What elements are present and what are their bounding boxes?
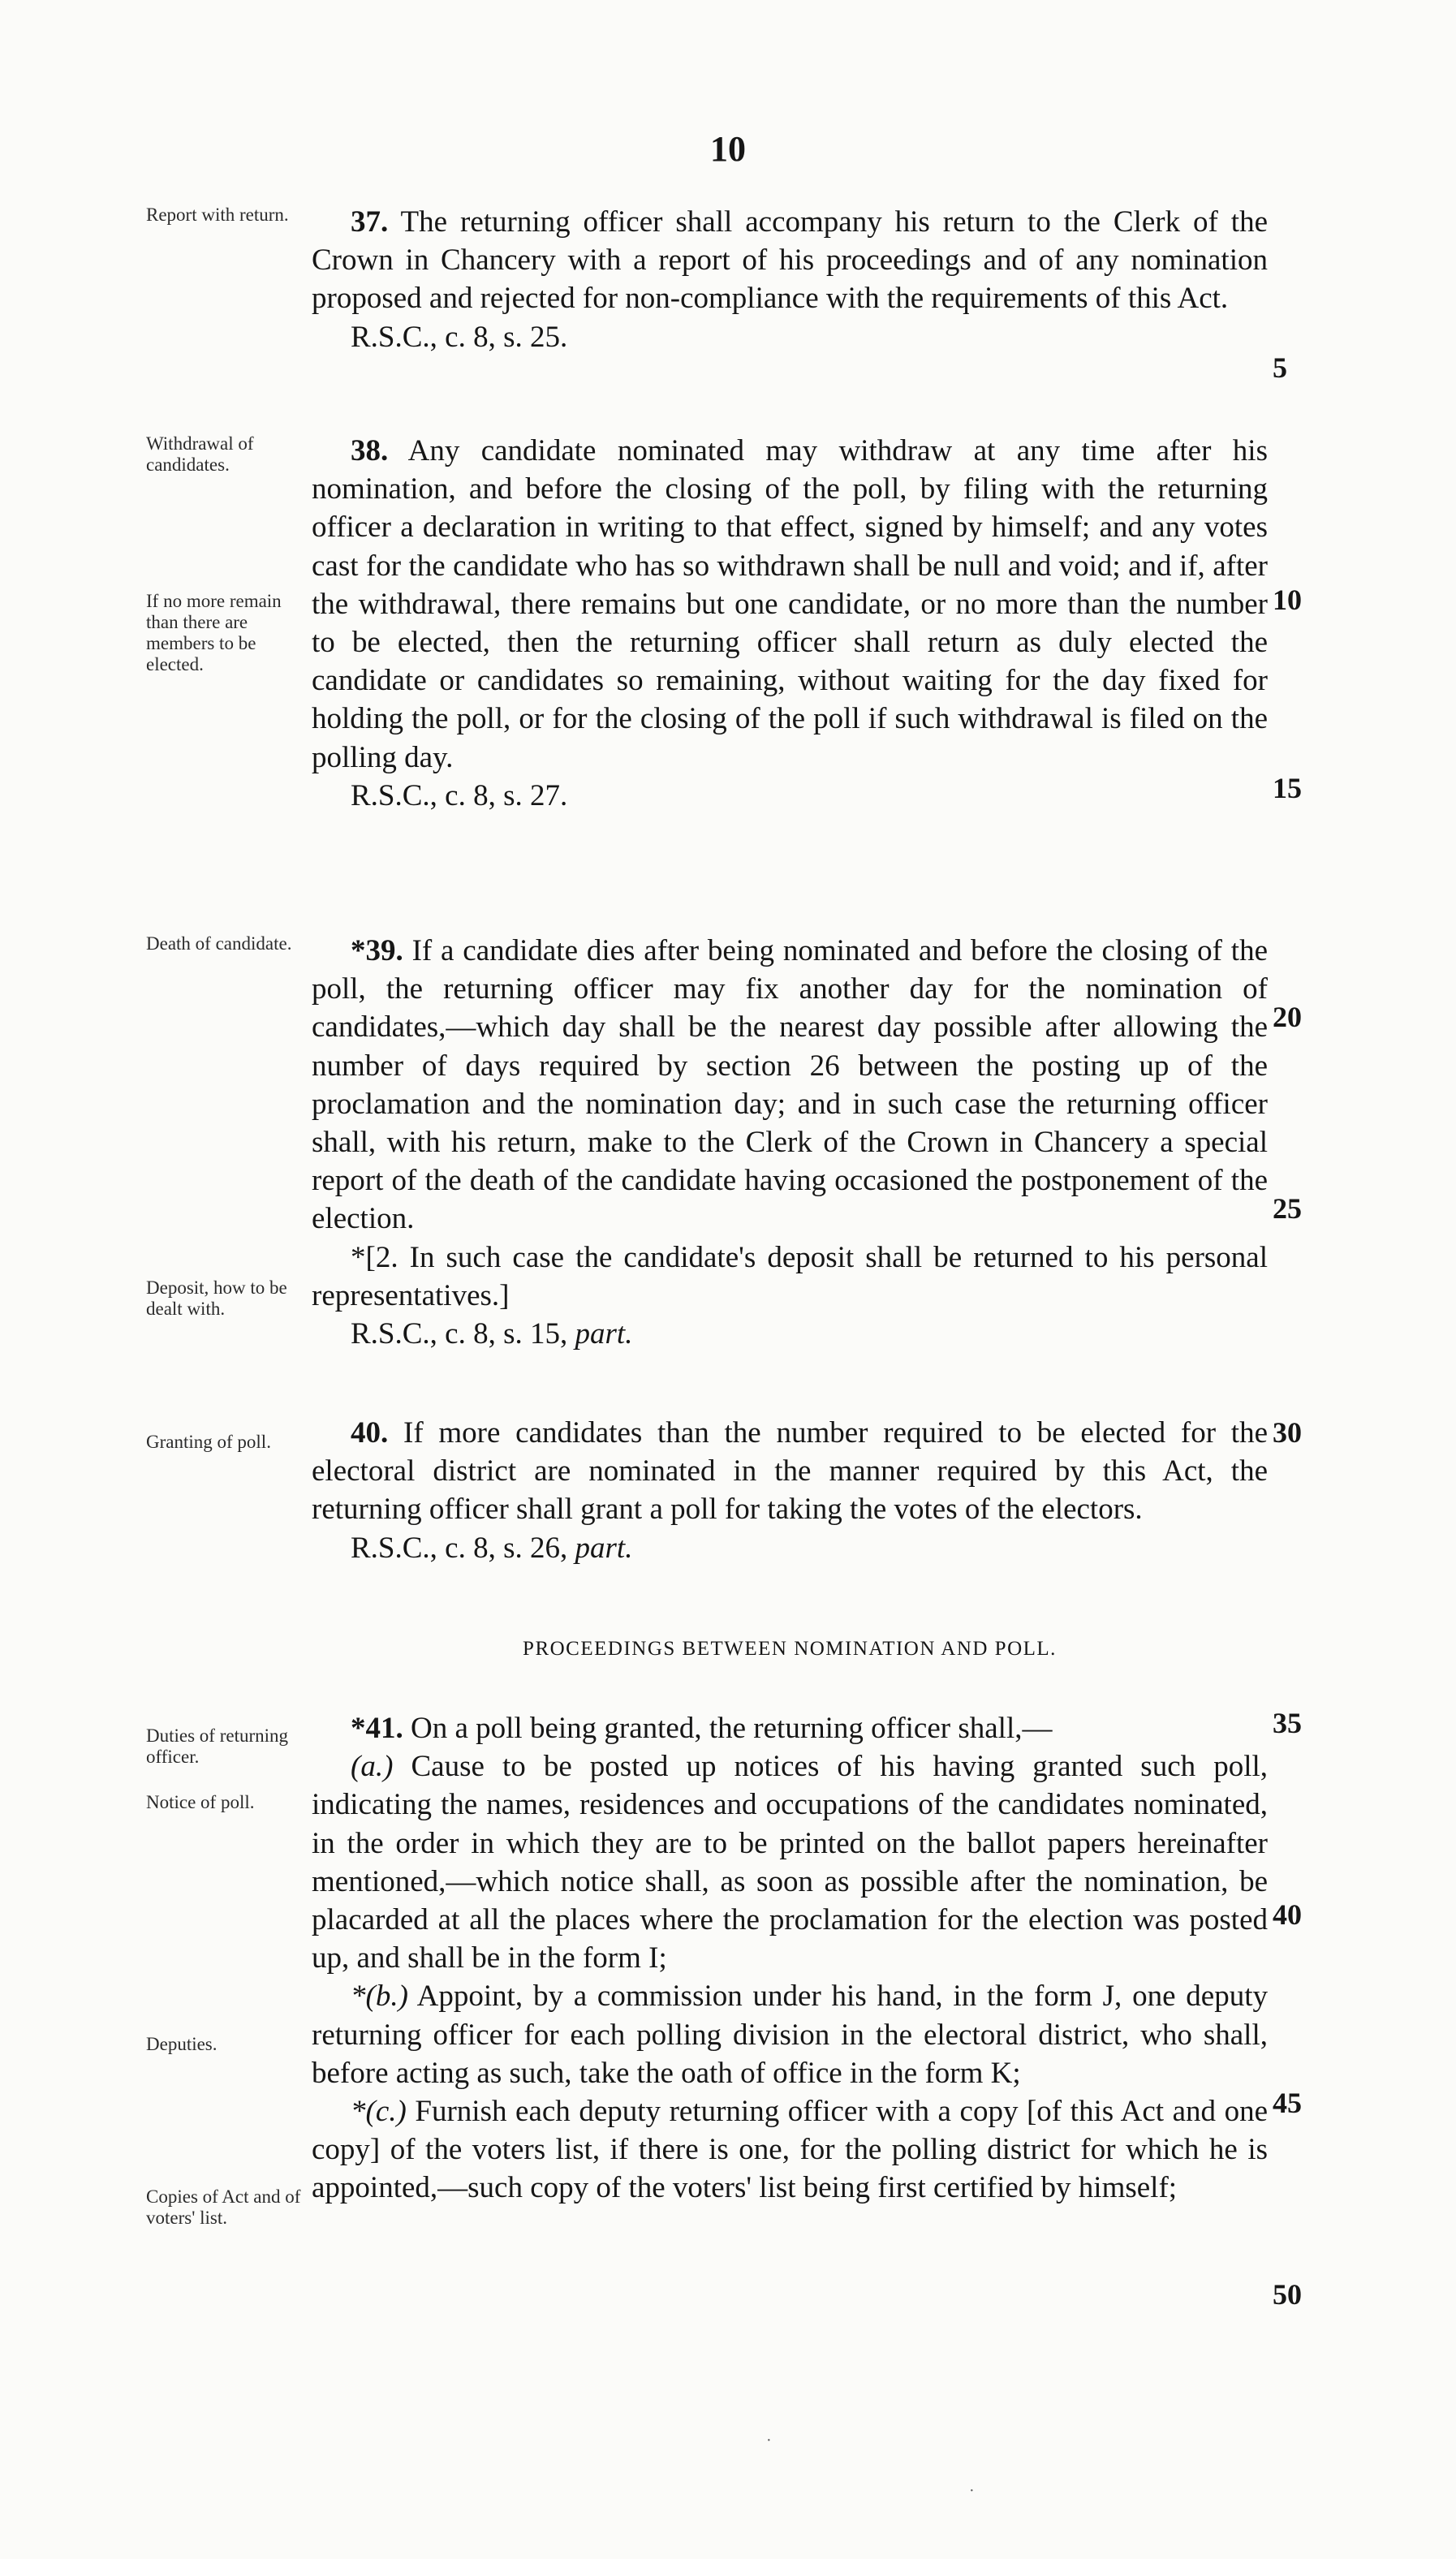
margin-note-notice: Notice of poll.	[146, 1792, 255, 1812]
margin-note-deputies: Deputies.	[146, 2034, 218, 2054]
margin-note-report-with-return: Report with return.	[146, 205, 289, 225]
line-number-20: 20	[1273, 1001, 1302, 1033]
section-37	[312, 203, 1268, 356]
section-heading: PROCEEDINGS BETWEEN NOMINATION AND POLL.	[523, 1638, 1057, 1660]
citation: R.S.C., c. 8, s. 27.	[351, 778, 568, 812]
margin-note-copies: Copies of Act and of voters' list.	[146, 2186, 301, 2228]
line-number-25: 25	[1273, 1192, 1302, 1225]
margin-note-withdrawal: Withdrawal of candidates.	[146, 433, 254, 475]
citation: R.S.C., c. 8, s. 15, part.	[351, 1317, 633, 1351]
margin-note-if-no-more: If no more remain than there are members to be elected.	[146, 591, 282, 674]
section-text: Any candidate nominated may withdraw at any time after his nomination, and before the closing of the poll, by filing with the returning officer a declaration in writing to that effect, signed by himself; and any votes cast for the candidate who has so withdrawn shall be null and void; and if, after the withdrawal, there remains but one candidate, or no more than the number to be elected, then the returning officer shall return as duly elected the candidate or candidates so remaining, without waiting for the day fixed for holding the poll, or for the closing of the poll if such withdrawal is filed on the polling day.	[312, 434, 1268, 774]
section-39	[312, 932, 1268, 1353]
section-38	[312, 432, 1268, 815]
section-number: 38.	[351, 434, 389, 467]
line-number-45: 45	[1273, 2087, 1302, 2119]
clause-c: *(c.) Furnish each deputy returning officer with a copy [of this Act and one copy] of the voters list, if there is one, for the polling district for which he is appointed,—such copy of the voters' list being first certified by himself;	[312, 2095, 1269, 2205]
page-speck: ·	[766, 2432, 772, 2449]
page-speck: ·	[969, 2482, 975, 2500]
section-number: 40.	[351, 1416, 389, 1450]
section-40	[312, 1414, 1268, 1567]
section-text: The returning officer shall accompany his return to the Clerk of the Crown in Chancery with a report of his proceedings and of any nomination proposed and rejected for non-compliance with the requirements of this Act.	[312, 205, 1268, 316]
line-number-10: 10	[1273, 584, 1302, 616]
section-number: *41.	[351, 1712, 403, 1745]
page-number: 10	[710, 129, 746, 169]
section-number: *39.	[351, 934, 403, 967]
line-number-30: 30	[1273, 1416, 1302, 1449]
margin-note-granting: Granting of poll.	[146, 1432, 271, 1452]
line-number-40: 40	[1273, 1898, 1302, 1931]
clause-b: *(b.) Appoint, by a commission under his hand, in the form J, one deputy returning officer for each polling division in the electoral district, who shall, before acting as such, take the oath of office in the form K;	[312, 1980, 1268, 2090]
clause-label: *(c.)	[351, 2095, 407, 2129]
margin-note-duties: Duties of returning officer.	[146, 1725, 289, 1767]
margin-note-deposit: Deposit, how to be dealt with.	[146, 1277, 287, 1319]
clause-label: *(b.)	[351, 1980, 408, 2014]
line-number-5: 5	[1273, 351, 1287, 384]
section-text: If a candidate dies after being nominated and before the closing of the poll, the returning officer may fix another day for the nomination of candidates,—which day shall be the nearest day possible after allowing the number of days required by section 26 between the posting up of the proclamation and the nomination day; and in such case the returning officer shall, with his return, make to the Clerk of the Crown in Chancery a special report of the death of the candidate having occasioned the postponement of the election.	[312, 934, 1268, 1236]
clause-label: (a.)	[351, 1750, 394, 1784]
line-number-35: 35	[1273, 1707, 1302, 1739]
subsection-2: *[2. In such case the candidate's deposit shall be returned to his personal representatives.]	[312, 1240, 1268, 1312]
line-number-15: 15	[1273, 772, 1302, 804]
section-number: 37.	[351, 205, 389, 239]
citation: R.S.C., c. 8, s. 25.	[351, 320, 568, 354]
margin-note-death: Death of candidate.	[146, 933, 292, 954]
line-number-50: 50	[1273, 2278, 1302, 2311]
section-intro: On a poll being granted, the returning officer shall,—	[411, 1712, 1053, 1745]
clause-a: (a.) Cause to be posted up notices of his having granted such poll, indicating the names, residences and occupations of the candidates nominated, in the order in which they are to be printed on the ballot papers hereinafter mentioned,—which notice shall, as soon as possible after the nomination, be placarded at all the places where the proclamation for the election was posted up, and shall be in the form I;	[312, 1750, 1269, 1975]
citation: R.S.C., c. 8, s. 26, part.	[351, 1531, 633, 1565]
section-text: If more candidates than the number required to be elected for the electoral district are nominated in the manner required by this Act, the returning officer shall grant a poll for taking the votes of the electors.	[312, 1416, 1268, 1527]
section-41	[312, 1709, 1268, 2208]
